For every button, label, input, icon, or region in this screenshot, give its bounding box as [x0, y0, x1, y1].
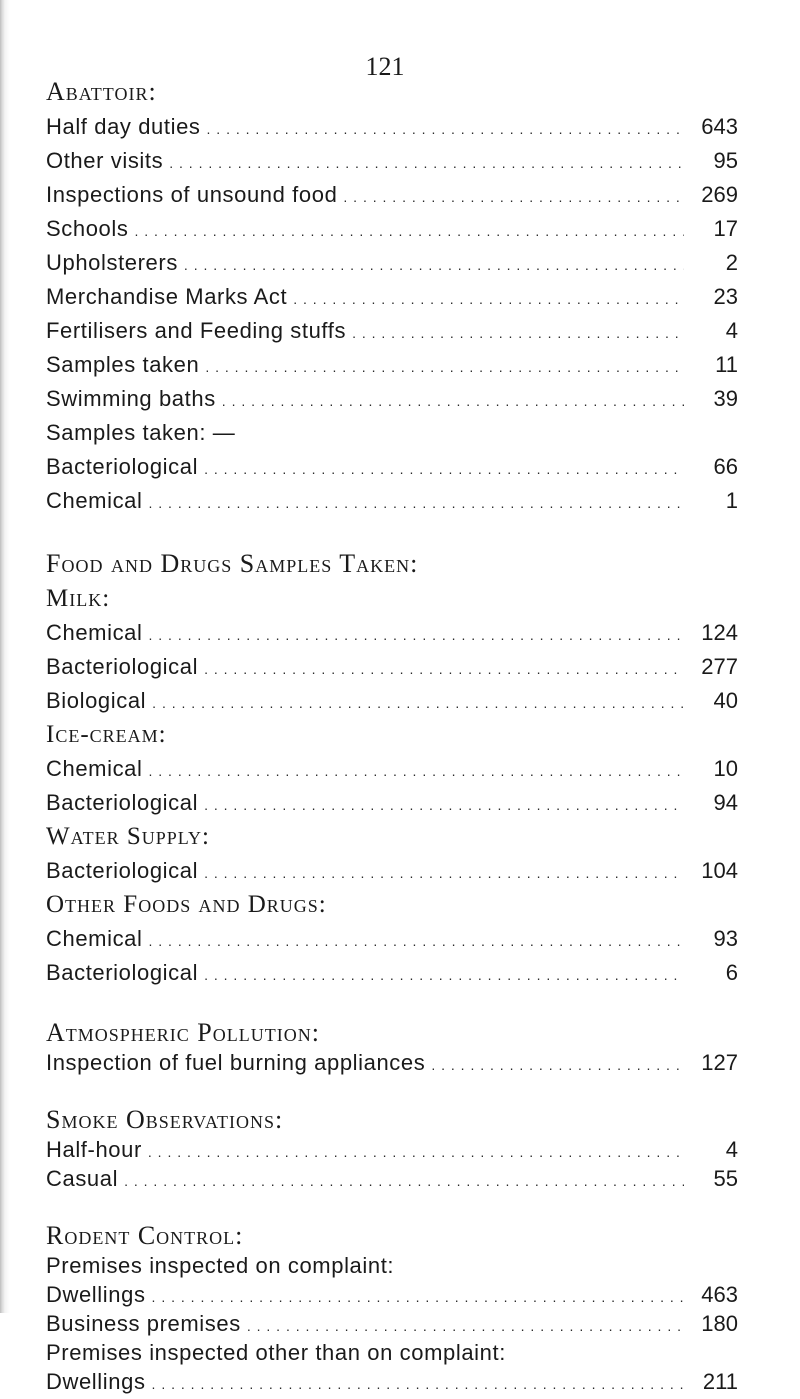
item-label: Swimming baths [46, 386, 216, 411]
item-label: Chemical [46, 756, 143, 781]
item-label: Bacteriological [46, 960, 199, 985]
list-item [46, 212, 738, 246]
item-label: Half-hour [46, 1137, 142, 1162]
leader-dots [247, 1312, 684, 1341]
item-value: 124 [701, 620, 738, 645]
list-item [46, 178, 738, 212]
leader-dots [204, 958, 684, 992]
item-label: Dwellings [46, 1282, 146, 1307]
item-label: Chemical [46, 926, 143, 951]
list-item [46, 314, 738, 348]
leader-dots [293, 282, 684, 316]
leader-dots [124, 1167, 684, 1196]
leader-dots [222, 384, 684, 418]
item-label: Biological [46, 688, 147, 713]
list-item [46, 280, 738, 314]
item-value: 6 [725, 960, 738, 985]
item-label: Bacteriological [46, 858, 199, 883]
leader-dots [134, 214, 684, 248]
item-value: 93 [713, 926, 738, 951]
list-item [46, 1280, 738, 1309]
leader-dots [204, 452, 684, 486]
list-item [46, 484, 738, 518]
complaint-label: Premises inspected on complaint: [46, 1253, 395, 1278]
leader-dots [431, 1051, 684, 1080]
list-item [46, 650, 738, 684]
page-left-edge [0, 0, 10, 1313]
list-item [46, 752, 738, 786]
item-value: 39 [713, 386, 738, 411]
item-value: 95 [713, 148, 738, 173]
item-label: Fertilisers and Feeding stuffs [46, 318, 347, 343]
item-label: Other visits [46, 148, 164, 173]
list-item [46, 956, 738, 990]
abattoir-rows [46, 110, 738, 518]
leader-dots [207, 112, 684, 146]
leader-dots [343, 180, 684, 214]
list-item [46, 1164, 738, 1193]
list-item [46, 246, 738, 280]
item-value: 17 [713, 216, 738, 241]
list-item [46, 110, 738, 144]
list-item [46, 1135, 738, 1164]
list-item [46, 1048, 738, 1077]
item-label: Chemical [46, 488, 143, 513]
item-value: 269 [701, 182, 738, 207]
list-item [46, 450, 738, 484]
item-label: Half day duties [46, 114, 201, 139]
item-label: Chemical [46, 620, 143, 645]
leader-dots [152, 1283, 684, 1312]
leader-dots [204, 856, 684, 890]
leader-dots [204, 788, 684, 822]
item-value: 463 [701, 1282, 738, 1307]
item-value: 1 [725, 488, 738, 513]
section-heading-food-drugs: Food and Drugs Samples Taken: [46, 549, 419, 578]
item-label: Inspection of fuel burning appliances [46, 1050, 426, 1075]
samples-taken-label: Samples taken: — [46, 420, 236, 445]
leader-dots [152, 686, 684, 720]
leader-dots [204, 652, 684, 686]
item-label: Bacteriological [46, 790, 199, 815]
subheading-other-foods: Other Foods and Drugs: [46, 891, 327, 918]
section-heading-rodent: Rodent Control: [46, 1221, 244, 1250]
item-label: Business premises [46, 1311, 241, 1336]
item-value: 11 [715, 352, 738, 377]
item-value: 55 [713, 1166, 738, 1191]
item-label: Merchandise Marks Act [46, 284, 288, 309]
item-label: Bacteriological [46, 654, 199, 679]
page-number: 121 [365, 52, 405, 81]
item-value: 10 [713, 756, 738, 781]
section-heading-smoke: Smoke Observations: [46, 1105, 284, 1134]
leader-dots [169, 146, 684, 180]
item-value: 211 [702, 1369, 738, 1394]
item-label: Inspections of unsound food [46, 182, 338, 207]
leader-dots [149, 754, 685, 788]
statistics-list [46, 74, 738, 1396]
leader-dots [152, 1370, 684, 1399]
leader-dots [184, 248, 684, 282]
list-item [46, 348, 738, 382]
item-value: 277 [701, 654, 738, 679]
item-label: Upholsterers [46, 250, 178, 275]
list-item [46, 1309, 738, 1338]
item-value: 40 [713, 688, 738, 713]
item-value: 94 [713, 790, 738, 815]
item-label: Schools [46, 216, 129, 241]
list-item [46, 144, 738, 178]
item-label: Samples taken [46, 352, 200, 377]
section-heading-atmospheric: Atmospheric Pollution: [46, 1018, 320, 1047]
leader-dots [352, 316, 684, 350]
item-value: 104 [701, 858, 738, 883]
item-label: Bacteriological [46, 454, 199, 479]
subheading-ice-cream: Ice-cream: [46, 721, 167, 748]
item-value: 127 [701, 1050, 738, 1075]
leader-dots [149, 486, 685, 520]
section-heading-abattoir: Abattoir: [46, 77, 157, 106]
item-label: Dwellings [46, 1369, 146, 1394]
list-item [46, 854, 738, 888]
food-drugs-block [46, 582, 738, 990]
list-item [46, 382, 738, 416]
item-value: 66 [713, 454, 738, 479]
list-item [46, 616, 738, 650]
item-value: 180 [701, 1311, 738, 1336]
item-value: 4 [725, 318, 738, 343]
item-value: 23 [713, 284, 738, 309]
list-item [46, 684, 738, 718]
item-value: 643 [701, 114, 738, 139]
other-than-complaint-label: Premises inspected other than on complaint: [46, 1340, 506, 1365]
subheading-water-supply: Water Supply: [46, 823, 210, 850]
leader-dots [149, 924, 685, 958]
item-value: 4 [725, 1137, 738, 1162]
leader-dots [149, 618, 685, 652]
list-item [46, 786, 738, 820]
leader-dots [148, 1138, 684, 1167]
list-item [46, 922, 738, 956]
item-label: Casual [46, 1166, 119, 1191]
item-value: 2 [725, 250, 738, 275]
subheading-milk: Milk: [46, 585, 111, 612]
leader-dots [205, 350, 684, 384]
list-item [46, 1367, 738, 1396]
